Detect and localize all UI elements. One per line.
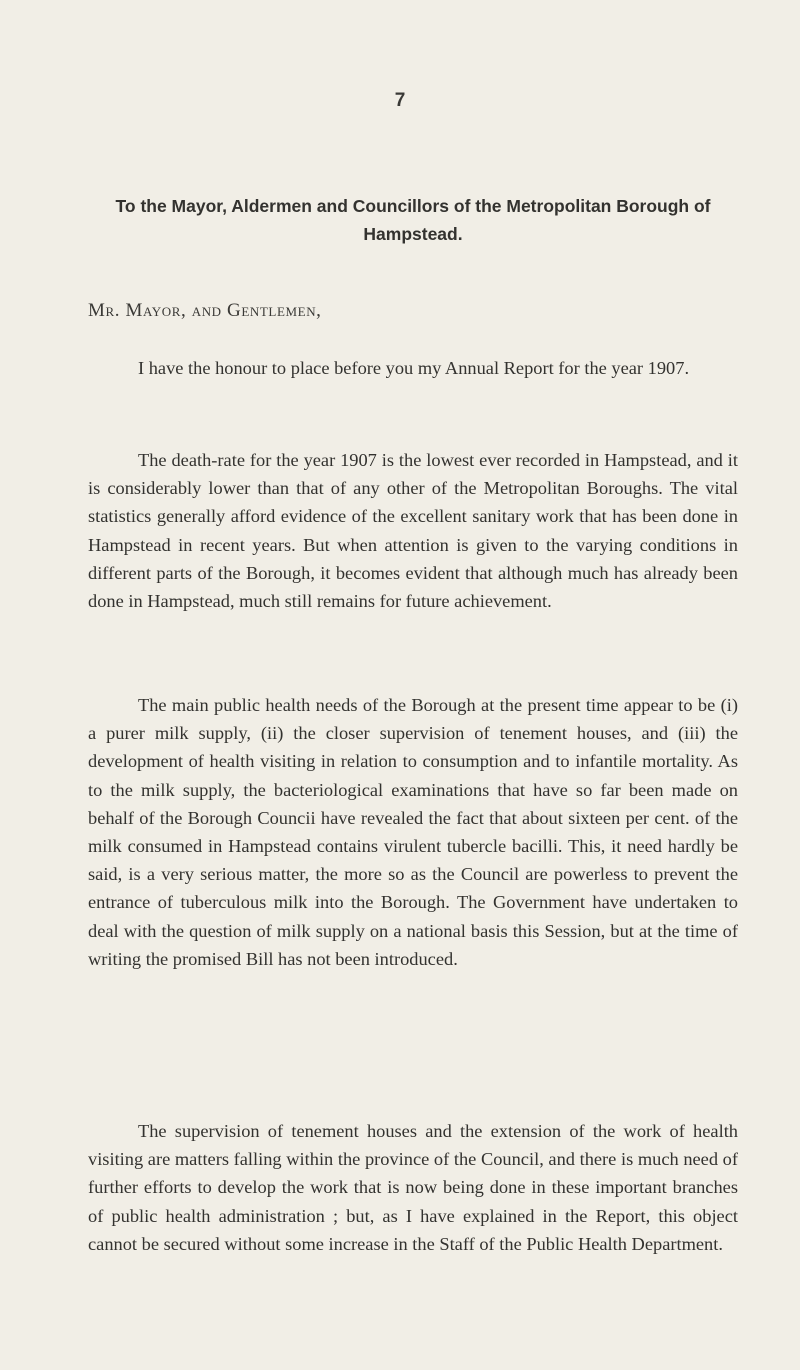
paragraph-1: I have the honour to place before you my Annual Report for the year 1907. [138,358,690,378]
paragraph-2: The death-rate for the year 1907 is the lowest ever recorded in Hampstead, and it is considerably lower than that of any other of the Metropolitan Boroughs. The vital statistics generally afford evidence of the excellent sanitary work that has been done in Hampstead in recent years. But when attention is given to the varying conditions in different parts of the Borough, it becomes evident that although much has already been done in Hampstead, much still remains for future achievement. [88,450,738,612]
letter-address: To the Mayor, Aldermen and Councillors of the Metropolitan Borough of Hampstead. [115,196,711,244]
paragraph-3: The main public health needs of the Borough at the present time appear to be (i) a purer milk supply, (ii) the closer supervision of tenement houses, and (iii) the development of health visiting in relation to consumption and to infantile mortality. As to the milk supply, the bacteriological examinations that have so far been made on behalf of the Borough Councii have revealed the fact that about sixteen per cent. of the milk consumed in Hampstead contains virulent tubercle bacilli. This, it need hardly be said, is a very serious matter, the more so as the Council are powerless to prevent the entrance of tuberculous milk into the Borough. The Government have undertaken to deal with the question of milk supply on a national basis this Session, but at the time of writing the promised Bill has not been introduced. [88,695,738,969]
letter-salutation: Mr. Mayor, and Gentlemen, [88,300,322,321]
page-number: 7 [394,90,406,111]
paragraph-4: The supervision of tenement houses and the extension of the work of health visiting are matters falling within the province of the Council, and there is much need of further efforts to develop the work that is now being done in these important branches of public health administration ; but, as I have explained in the Report, this object cannot be secured without some increase in the Staff of the Public Health Department. [88,1121,738,1254]
